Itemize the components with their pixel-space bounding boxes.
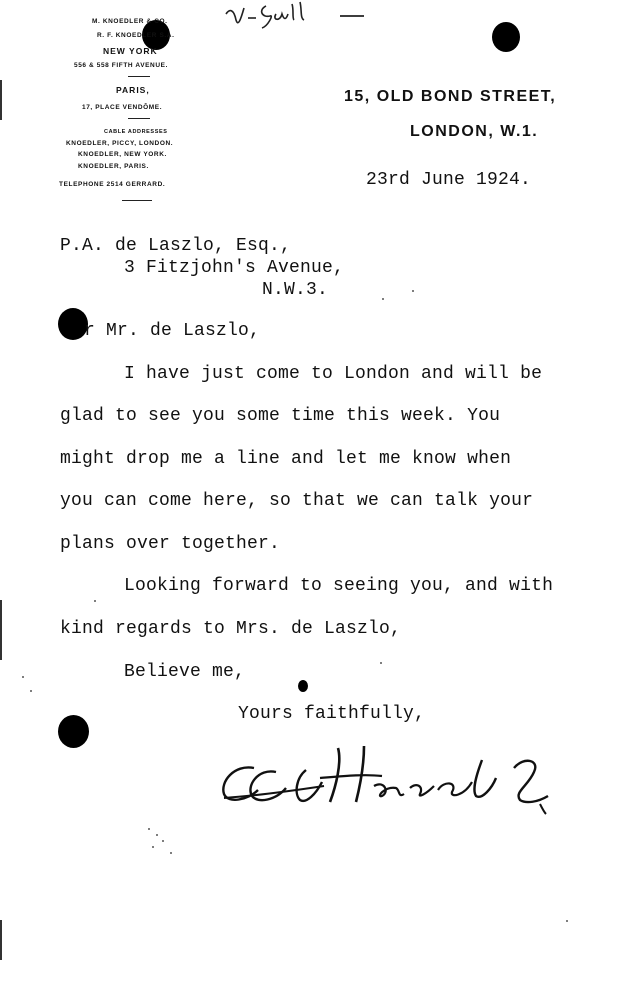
letterhead-city-newyork: NEW YORK [103,46,158,56]
letterhead-divider [122,200,152,201]
scan-edge-line [0,600,2,660]
letterhead-cable-london: KNOEDLER, PICCY, LONDON. [66,140,174,147]
scan-speck [380,662,382,664]
letterhead-city-london: LONDON, W.1. [410,123,539,140]
body-line: glad to see you some time this week. You [60,406,501,426]
punch-hole-small [298,680,308,692]
letterhead-firm-line1: M. KNOEDLER & CO. [92,18,168,25]
scan-speck [22,676,24,678]
body-line: you can come here, so that we can talk your [60,491,534,511]
body-line: Believe me, [124,662,246,682]
addressee-street: 3 Fitzjohn's Avenue, [124,258,345,278]
scan-speck [170,852,172,854]
scan-edge-line [0,920,2,960]
body-line: Looking forward to seeing you, and with [124,576,554,596]
punch-hole-top-right [492,22,520,52]
letterhead-cable-newyork: KNOEDLER, NEW YORK. [78,151,167,158]
salutation: r Mr. de Laszlo, [84,321,261,341]
letterhead-street: 15, OLD BOND STREET, [344,88,557,105]
letterhead-telephone: TELEPHONE 2514 GERRARD. [59,181,166,188]
letterhead-address-paris: 17, PLACE VENDÔME. [82,104,163,111]
letterhead-divider [128,76,150,77]
addressee-name: P.A. de Laszlo, Esq., [60,236,292,256]
punch-hole-bottom-left [58,715,89,748]
scan-speck [152,846,154,848]
scan-speck [30,690,32,692]
letterhead-firm-line2: R. F. KNOEDLER S.A. [97,32,175,39]
scan-speck [566,920,568,922]
body-line: plans over together. [60,534,281,554]
letter-date: 23rd June 1924. [366,170,532,190]
closing: Yours faithfully, [238,704,426,724]
letterhead-cable-heading: CABLE ADDRESSES [104,129,168,135]
body-line: kind regards to Mrs. de Laszlo, [60,619,402,639]
scan-speck [156,834,158,836]
letterhead-address-newyork: 556 & 558 FIFTH AVENUE. [74,62,168,69]
letterhead-divider [128,118,150,119]
handwritten-annotation [222,0,372,30]
scan-speck [162,840,164,842]
scan-speck [148,828,150,830]
body-line: I have just come to London and will be [124,364,543,384]
scan-speck [94,600,96,602]
scan-edge-line [0,80,2,120]
letterhead-city-paris: PARIS, [116,85,150,95]
handwritten-signature [214,742,559,822]
addressee-district: N.W.3. [262,280,329,300]
scan-speck [412,290,414,292]
body-line: might drop me a line and let me know when [60,449,512,469]
scan-speck [382,298,384,300]
letterhead-cable-paris: KNOEDLER, PARIS. [78,163,149,170]
